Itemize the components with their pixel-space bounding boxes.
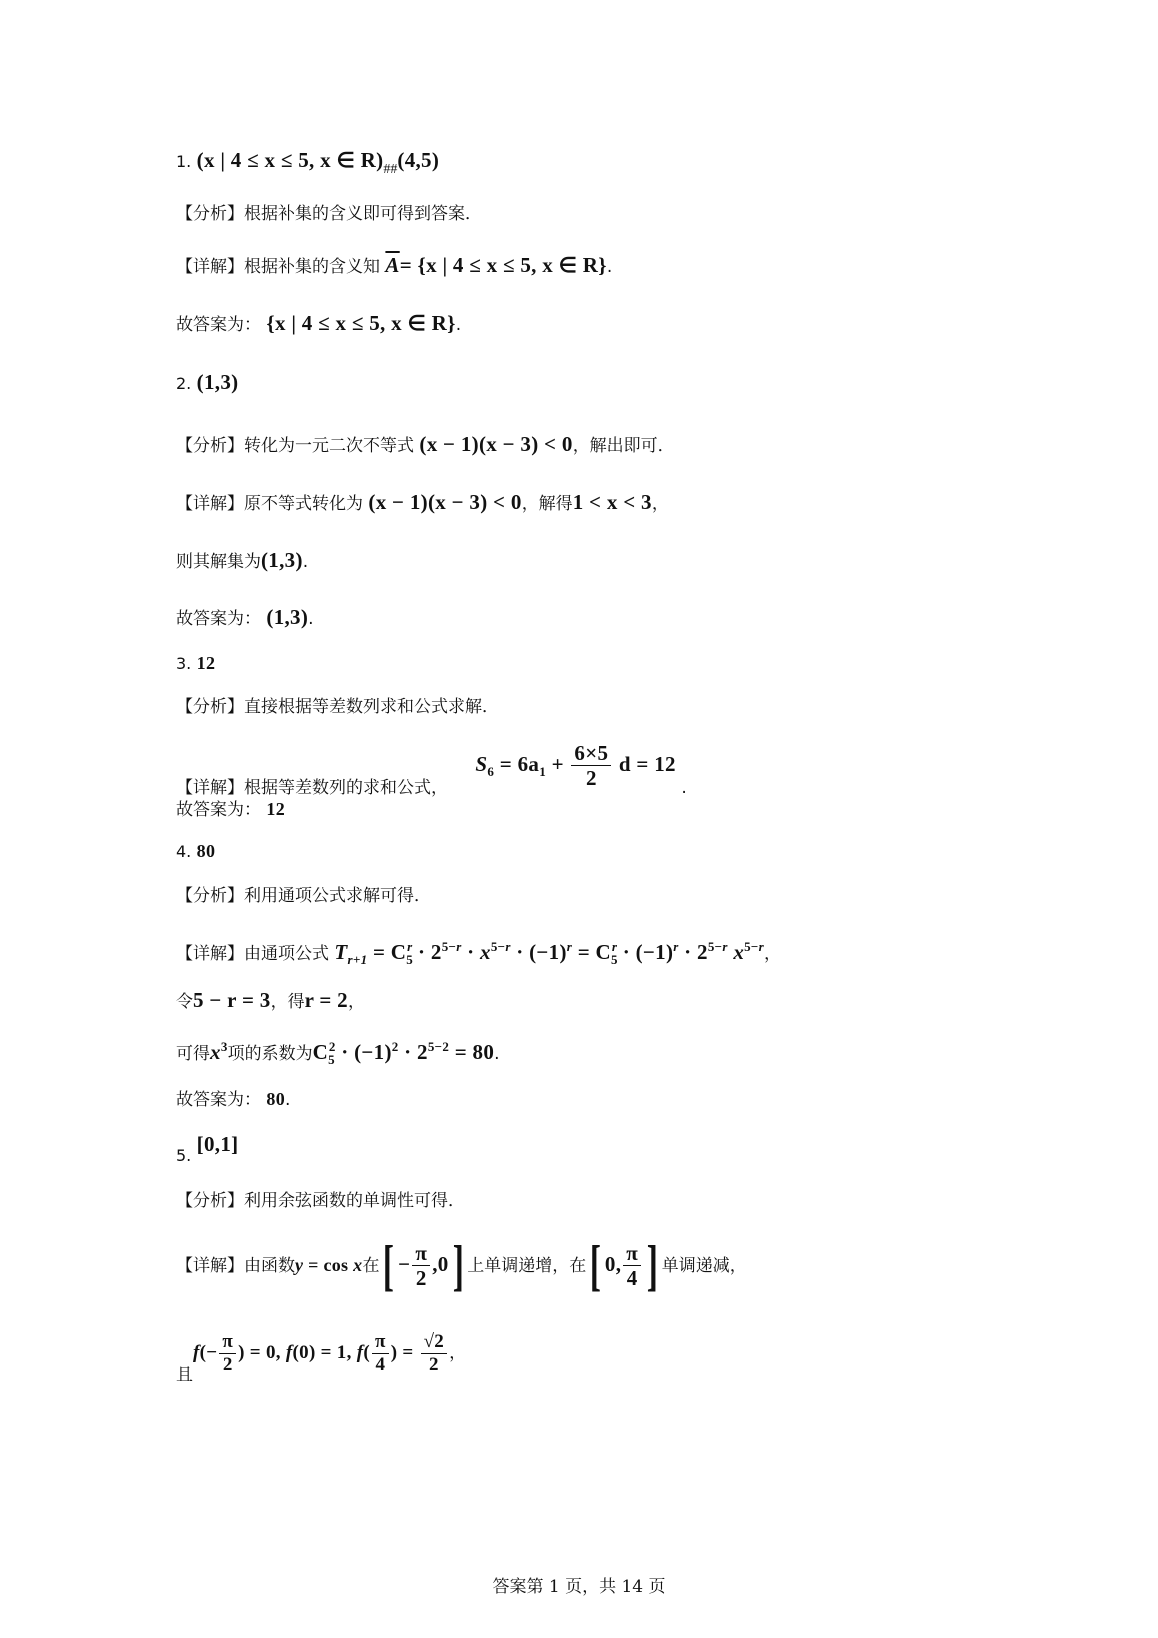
item-4-answer	[176, 842, 215, 861]
values-pre: 且	[176, 1365, 193, 1386]
item-3-analysis	[176, 699, 499, 716]
values-tail: ，	[449, 1343, 467, 1364]
final-label: 故答案为：	[176, 609, 261, 629]
item-4-detail: 【详解】由通项公式 $T_{r+1} = C_5^r \cdot 2^{5-r} \cdot x^{5-r} \cdot (-1)^r = C_5^r \cdot (-1)^r \cdot 2^{5-r}$ $x^{5-r}$，	[176, 939, 782, 968]
item-2-solution-set: 则其解集为(1,3).	[176, 548, 309, 572]
left-bracket: [	[383, 1234, 395, 1297]
detail-expression: = {x | 4 ≤ x ≤ 5, x ∈ R}	[399, 253, 607, 277]
analysis-label: 【分析】	[176, 886, 244, 906]
detail-text: 原不等式转化为	[244, 494, 363, 514]
step-expression: 5 − r = 3	[193, 988, 271, 1012]
item-5-analysis	[176, 1193, 465, 1210]
analysis-text: 直接根据等差数列求和公式求解．	[244, 697, 499, 717]
detail-label: 【详解】	[176, 777, 244, 798]
analysis-label: 【分析】	[176, 1191, 244, 1211]
analysis-expression: (x − 1)(x − 3) < 0	[419, 432, 573, 456]
item-2-detail	[176, 492, 669, 513]
detail-in: 在	[362, 1255, 380, 1276]
x-cubed: $x^3$	[210, 1039, 228, 1064]
function-values: f(− $\frac{\pi}{2}$ ) = 0, f(0) = 1, f( $\frac{\pi}{4}$ ) = $\frac{√2}{2}$	[193, 1342, 449, 1363]
final-expression: {x | 4 ≤ x ≤ 5, x ∈ R}	[266, 311, 456, 335]
final-expression: 80	[266, 1089, 286, 1109]
analysis-text: 根据补集的含义即可得到答案．	[244, 204, 482, 224]
general-term-formula: $T_{r+1} = C_5^r \cdot 2^{5-r} \cdot x^{5-r} \cdot (-1)^r = C_5^r \cdot (-1)^r \cdot 2^{5-r}$ $x^{5-r}$	[334, 939, 765, 968]
step-pre: 令	[176, 992, 193, 1012]
item-4-step	[176, 990, 365, 1011]
item-2-final: 故答案为： (1,3).	[176, 605, 314, 629]
detail-label: 【详解】	[176, 494, 244, 514]
item-number: 3.	[176, 654, 192, 673]
complement-symbol: $\overline{A}$	[385, 253, 400, 277]
interval-1: − $\frac{\pi}{2}$ ,0	[398, 1241, 449, 1291]
item-number: 5.	[176, 1146, 192, 1165]
item-4-analysis	[176, 888, 431, 905]
analysis-text: 转化为一元二次不等式	[244, 436, 414, 456]
item-3-answer	[176, 654, 215, 673]
detail-label: 【详解】	[176, 944, 244, 964]
item-3-final	[176, 800, 285, 819]
step-mid: ，得	[270, 992, 305, 1012]
separator: ##	[383, 162, 398, 177]
fraction: $\frac{6\times 5}{2}$	[571, 742, 611, 790]
step-expression-2: r = 2	[304, 988, 348, 1012]
step-tail: ，	[348, 992, 365, 1012]
solution-text: 则其解集为	[176, 552, 261, 572]
interval-2: 0, $\frac{\pi}{4}$	[605, 1252, 643, 1276]
detail-text: 根据补集的含义知	[244, 257, 380, 277]
item-number: 2.	[176, 374, 192, 393]
detail-expression-2: 1 < x < 3	[572, 490, 652, 514]
function-expression: y = cos x	[295, 1254, 363, 1275]
analysis-label: 【分析】	[176, 436, 244, 456]
final-expression: (1,3)	[266, 605, 309, 629]
increase-text: 上单调递增，在	[467, 1255, 587, 1276]
detail-expression: (x − 1)(x − 3) < 0	[368, 490, 522, 514]
detail-label: 【详解】	[176, 1255, 244, 1276]
answer-expression: [0,1]	[196, 1132, 239, 1156]
final-label: 故答案为：	[176, 1090, 261, 1110]
final-label: 故答案为：	[176, 800, 261, 820]
answer-expression: (4,5)	[397, 148, 440, 172]
coef-pre: 可得	[176, 1044, 210, 1064]
item-2-answer	[176, 372, 238, 393]
answer-expression: (x | 4 ≤ x ≤ 5, x ∈ R)	[196, 148, 384, 172]
item-2-analysis	[176, 434, 675, 455]
analysis-text: 利用余弦函数的单调性可得．	[244, 1191, 465, 1211]
analysis-label: 【分析】	[176, 204, 244, 224]
detail-text: 根据等差数列的求和公式，	[244, 777, 448, 798]
item-1-analysis	[176, 206, 482, 223]
right-bracket: ]	[452, 1234, 464, 1297]
right-bracket: ]	[646, 1234, 659, 1297]
analysis-tail: ，解出即可．	[572, 436, 675, 456]
final-expression: 12	[266, 799, 286, 819]
solution-expression: (1,3)	[261, 548, 303, 572]
analysis-text: 利用通项公式求解可得．	[244, 886, 431, 906]
item-1-answer	[176, 148, 440, 177]
decrease-text: 单调递减，	[661, 1255, 747, 1276]
detail-text: 由函数	[244, 1255, 295, 1276]
item-4-final: 故答案为： 80.	[176, 1089, 291, 1110]
item-1-final: 故答案为： {x | 4 ≤ x ≤ 5, x ∈ R}.	[176, 311, 462, 335]
item-5-detail	[176, 1234, 747, 1297]
detail-mid: ，解得	[521, 494, 573, 514]
page-footer: 答案第 1 页，共 14 页	[492, 1577, 666, 1597]
answer-expression: 12	[196, 653, 216, 673]
answer-expression: 80	[196, 841, 216, 861]
sum-formula: $S_6 = 6a_1$ + $\frac{6\times 5}{2}$ d = 12	[475, 741, 676, 791]
item-4-coefficient: 可得$x^3$项的系数为$C_5^2 \cdot (-1)^2 \cdot 2^{5-2} = 80$.	[176, 1039, 500, 1068]
analysis-label: 【分析】	[176, 697, 244, 717]
item-1-detail: 【详解】根据补集的含义知 $\overline{A}= \{x$ | 4 ≤ x ≤ 5, x ∈ R}.	[176, 253, 613, 277]
item-5-values	[176, 1331, 467, 1386]
detail-text: 由通项公式	[244, 944, 329, 964]
item-number: 1.	[176, 152, 192, 171]
item-5-answer	[176, 1132, 239, 1165]
item-number: 4.	[176, 842, 192, 861]
answer-expression: (1,3)	[196, 370, 239, 394]
detail-label: 【详解】	[176, 257, 244, 277]
coef-mid: 项的系数为	[227, 1044, 313, 1064]
detail-tail: ，	[651, 494, 669, 514]
item-3-detail: 【详解】根据等差数列的求和公式， $S_6 = 6a_1$ + $\frac{6\times 5}{2}$ d = 12 .	[176, 741, 687, 798]
coefficient-formula: $C_5^2 \cdot (-1)^2 \cdot 2^{5-2} = 80$	[312, 1039, 495, 1068]
final-label: 故答案为：	[176, 315, 261, 335]
left-bracket: [	[589, 1234, 602, 1297]
